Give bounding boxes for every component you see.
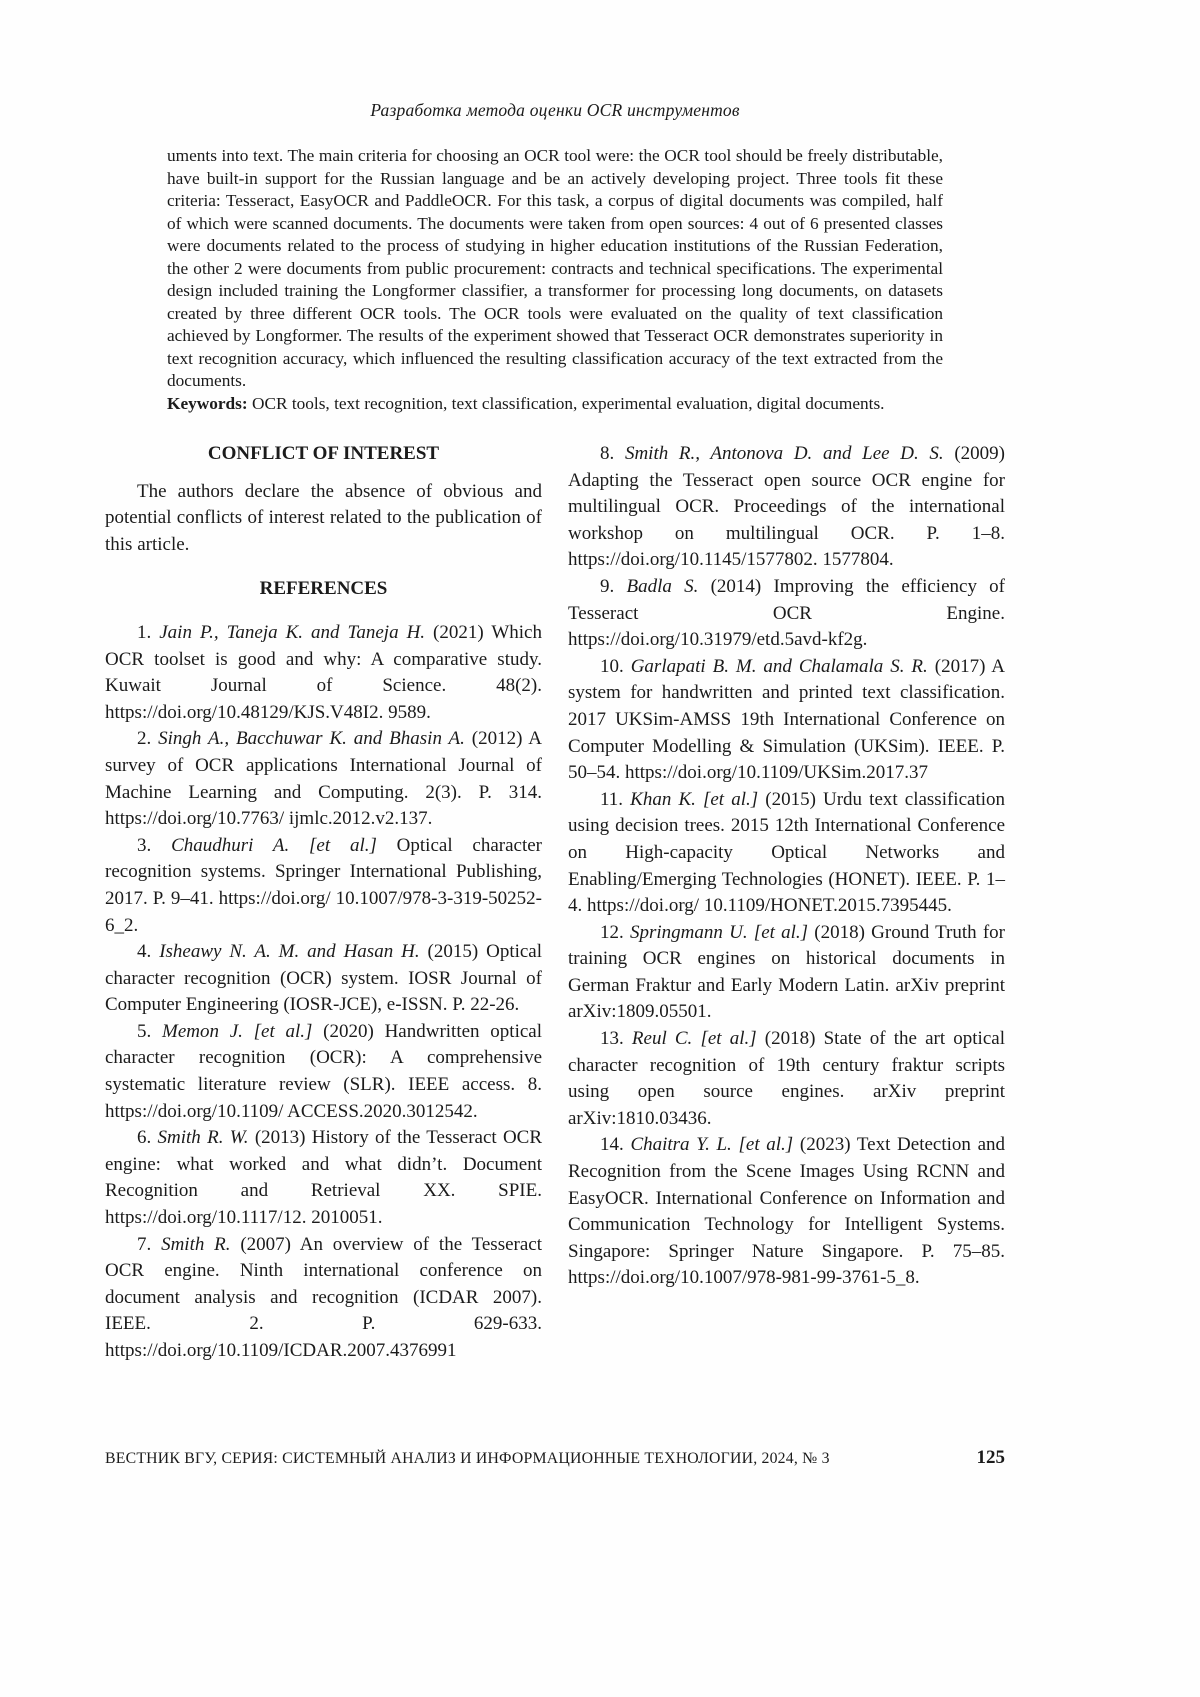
reference-authors: Khan K. [et al.]: [630, 788, 759, 810]
reference-number: 5.: [137, 1020, 162, 1042]
reference-item-7: [105, 1232, 542, 1365]
reference-authors: Smith R.: [161, 1233, 231, 1255]
reference-number: 7.: [137, 1233, 162, 1255]
page-content: [105, 0, 1005, 1365]
reference-item-9: [568, 574, 1005, 654]
keywords-label: Keywords:: [167, 393, 248, 413]
reference-number: 8.: [600, 443, 625, 464]
abstract-block: [167, 145, 943, 415]
reference-authors: Smith R. W.: [157, 1127, 249, 1149]
reference-authors: Memon J. [et al.]: [162, 1020, 313, 1042]
reference-number: 4.: [137, 941, 160, 963]
reference-item-4: [105, 939, 542, 1019]
reference-item-11: [568, 787, 1005, 920]
reference-item-10: [568, 654, 1005, 787]
reference-text: (2013) History of the Tesseract OCR engine: what worked and what didn’t. Document Recognition and Retrieval XX. SPIE. https://doi.org/10.1117/12. 2010051.: [105, 1127, 543, 1229]
reference-number: 6.: [137, 1127, 158, 1149]
reference-number: 3.: [137, 834, 172, 856]
reference-authors: Garlapati B. M. and Chalamala S. R.: [630, 655, 928, 677]
reference-authors: Singh A., Bacchuwar K. and Bhasin A.: [158, 728, 465, 750]
reference-number: 14.: [600, 1134, 631, 1156]
reference-item-5: [105, 1019, 542, 1125]
reference-number: 13.: [600, 1028, 632, 1050]
reference-number: 9.: [600, 575, 627, 597]
reference-authors: Reul C. [et al.]: [631, 1028, 757, 1050]
reference-text: (2017) A system for handwritten and printed text classification. 2017 UKSim-AMSS 19th International Conference on Computer Modelling & Simulation (UKSim). IEEE. P. 50–54. https://doi.org/10.1109/UKSim.2017.37: [568, 655, 1006, 784]
reference-text: (2015) Urdu text classification using decision trees. 2015 12th International Conference on High-capacity Optical Networks and Enabling/Emerging Technologies (HONET). IEEE. P. 1–4. https://doi.org/ 10.1109/HONET.2015.7395445.: [568, 788, 1006, 917]
reference-number: 12.: [600, 921, 630, 943]
reference-number: 10.: [600, 655, 631, 677]
reference-text: (2015) Optical character recognition (OCR) system. IOSR Journal of Computer Engineering (IOSR-JCE), e-ISSN. P. 22-26.: [105, 941, 543, 1016]
reference-authors: Smith R., Antonova D. and Lee D. S.: [624, 443, 944, 464]
keywords-paragraph: [167, 393, 943, 416]
reference-item-14: [568, 1132, 1005, 1292]
reference-authors: Isheawy N. A. M. and Hasan H.: [159, 941, 420, 963]
reference-item-3: [105, 833, 542, 939]
references-heading: REFERENCES: [259, 578, 388, 600]
page-footer: [105, 1447, 1005, 1469]
right-column: [568, 441, 1005, 1365]
page-number: 125: [976, 1447, 1005, 1468]
reference-item-2: [105, 726, 542, 832]
reference-item-1: [105, 620, 542, 726]
conflict-of-interest-body: The authors declare the absence of obvious and potential conflicts of interest related to the publication of this article.: [105, 480, 542, 555]
conflict-of-interest-heading: CONFLICT OF INTEREST: [207, 443, 440, 464]
reference-text: (2018) State of the art optical character recognition of 19th century fraktur scripts using open source engines. arXiv preprint arXiv:1810.03436.: [568, 1028, 1005, 1129]
reference-item-13: [568, 1026, 1005, 1132]
reference-item-12: [568, 920, 1005, 1026]
journal-footer-text: ВЕСТНИК ВГУ, СЕРИЯ: СИСТЕМНЫЙ АНАЛИЗ И ИНФОРМАЦИОННЫЕ ТЕХНОЛОГИИ, 2024, № 3: [105, 1450, 830, 1467]
reference-item-8: [568, 441, 1005, 574]
reference-text: Optical character recognition systems. Springer International Publishing, 2017. P. 9–41. https://doi.org/ 10.1007/978-3-319-50252-6_2.: [105, 834, 543, 936]
reference-text: (2014) Improving the efficiency of Tesseract OCR Engine. https://doi.org/10.31979/etd.5avd-kf2g.: [568, 575, 1006, 651]
running-head: Разработка метода оценки OCR инструментов: [370, 100, 740, 120]
reference-text: (2018) Ground Truth for training OCR engines on historical documents in German Fraktur and Early Modern Latin. arXiv preprint arXiv:1809.05501.: [568, 921, 1005, 1023]
reference-text: (2023) Text Detection and Recognition from the Scene Images Using RCNN and EasyOCR. International Conference on Information and Communication Technology for Intelligent Systems. Singapore: Springer Nature Singapore. P. 75–85. https://doi.org/10.1007/978-981-99-3761-5_8.: [568, 1134, 1006, 1289]
reference-text: (2021) Which OCR toolset is good and why: A comparative study. Kuwait Journal of Science. 48(2). https://doi.org/10.48129/KJS.V48I2. 9589.: [105, 621, 542, 723]
reference-authors: Jain P., Taneja K. and Taneja H.: [159, 621, 426, 643]
reference-authors: Chaitra Y. L. [et al.]: [630, 1134, 794, 1156]
reference-authors: Springmann U. [et al.]: [629, 921, 809, 943]
two-column-section: [105, 441, 1005, 1365]
reference-text: (2007) An overview of the Tesseract OCR engine. Ninth international conference on document analysis and recognition (ICDAR 2007). IEEE. 2. P. 629-633. https://doi.org/10.1109/ICDAR.2007.4376991: [105, 1233, 543, 1361]
reference-text: (2012) A survey of OCR applications International Journal of Machine Learning and Computing. 2(3). P. 314. https://doi.org/10.7763/ ijmlc.2012.v2.137.: [105, 728, 543, 830]
left-column: [105, 441, 542, 1365]
reference-text: (2020) Handwritten optical character recognition (OCR): A comprehensive systematic literature review (SLR). IEEE access. 8. https://doi.org/10.1109/ ACCESS.2020.3012542.: [105, 1020, 542, 1122]
reference-item-6: [105, 1125, 542, 1231]
reference-text: (2009) Adapting the Tesseract open source OCR engine for multilingual OCR. Proceedings of the international workshop on multilingual OCR. P. 1–8. https://doi.org/10.1145/1577802. 1577804.: [568, 443, 1006, 571]
abstract-text: uments into text. The main criteria for choosing an OCR tool were: the OCR tool should be freely distributable, have built-in support for the Russian language and be an actively developing project. Three tools fit these criteria: Tesseract, EasyOCR and PaddleOCR. For this task, a corpus of digital documents was compiled, half of which were scanned documents. The documents were taken from open sources: 4 out of 6 presented classes were documents related to the process of studying in higher education institutions of the Russian Federation, the other 2 were documents from public procurement: contracts and technical specifications. The experimental design included training the Longformer classifier, a transformer for processing long documents, on datasets created by three different OCR tools. The OCR tools were evaluated on the quality of text classification achieved by Longformer. The results of the experiment showed that Tesseract OCR demonstrates superiority in text recognition accuracy, which influenced the resulting classification accuracy of the text extracted from the documents.: [167, 146, 943, 390]
reference-authors: Chaudhuri A. [et al.]: [171, 834, 377, 856]
reference-number: 1.: [137, 621, 160, 643]
reference-number: 11.: [600, 788, 631, 810]
keywords-text: OCR tools, text recognition, text classification, experimental evaluation, digital documents.: [247, 393, 885, 413]
reference-number: 2.: [137, 728, 159, 750]
reference-authors: Badla S.: [626, 575, 699, 597]
